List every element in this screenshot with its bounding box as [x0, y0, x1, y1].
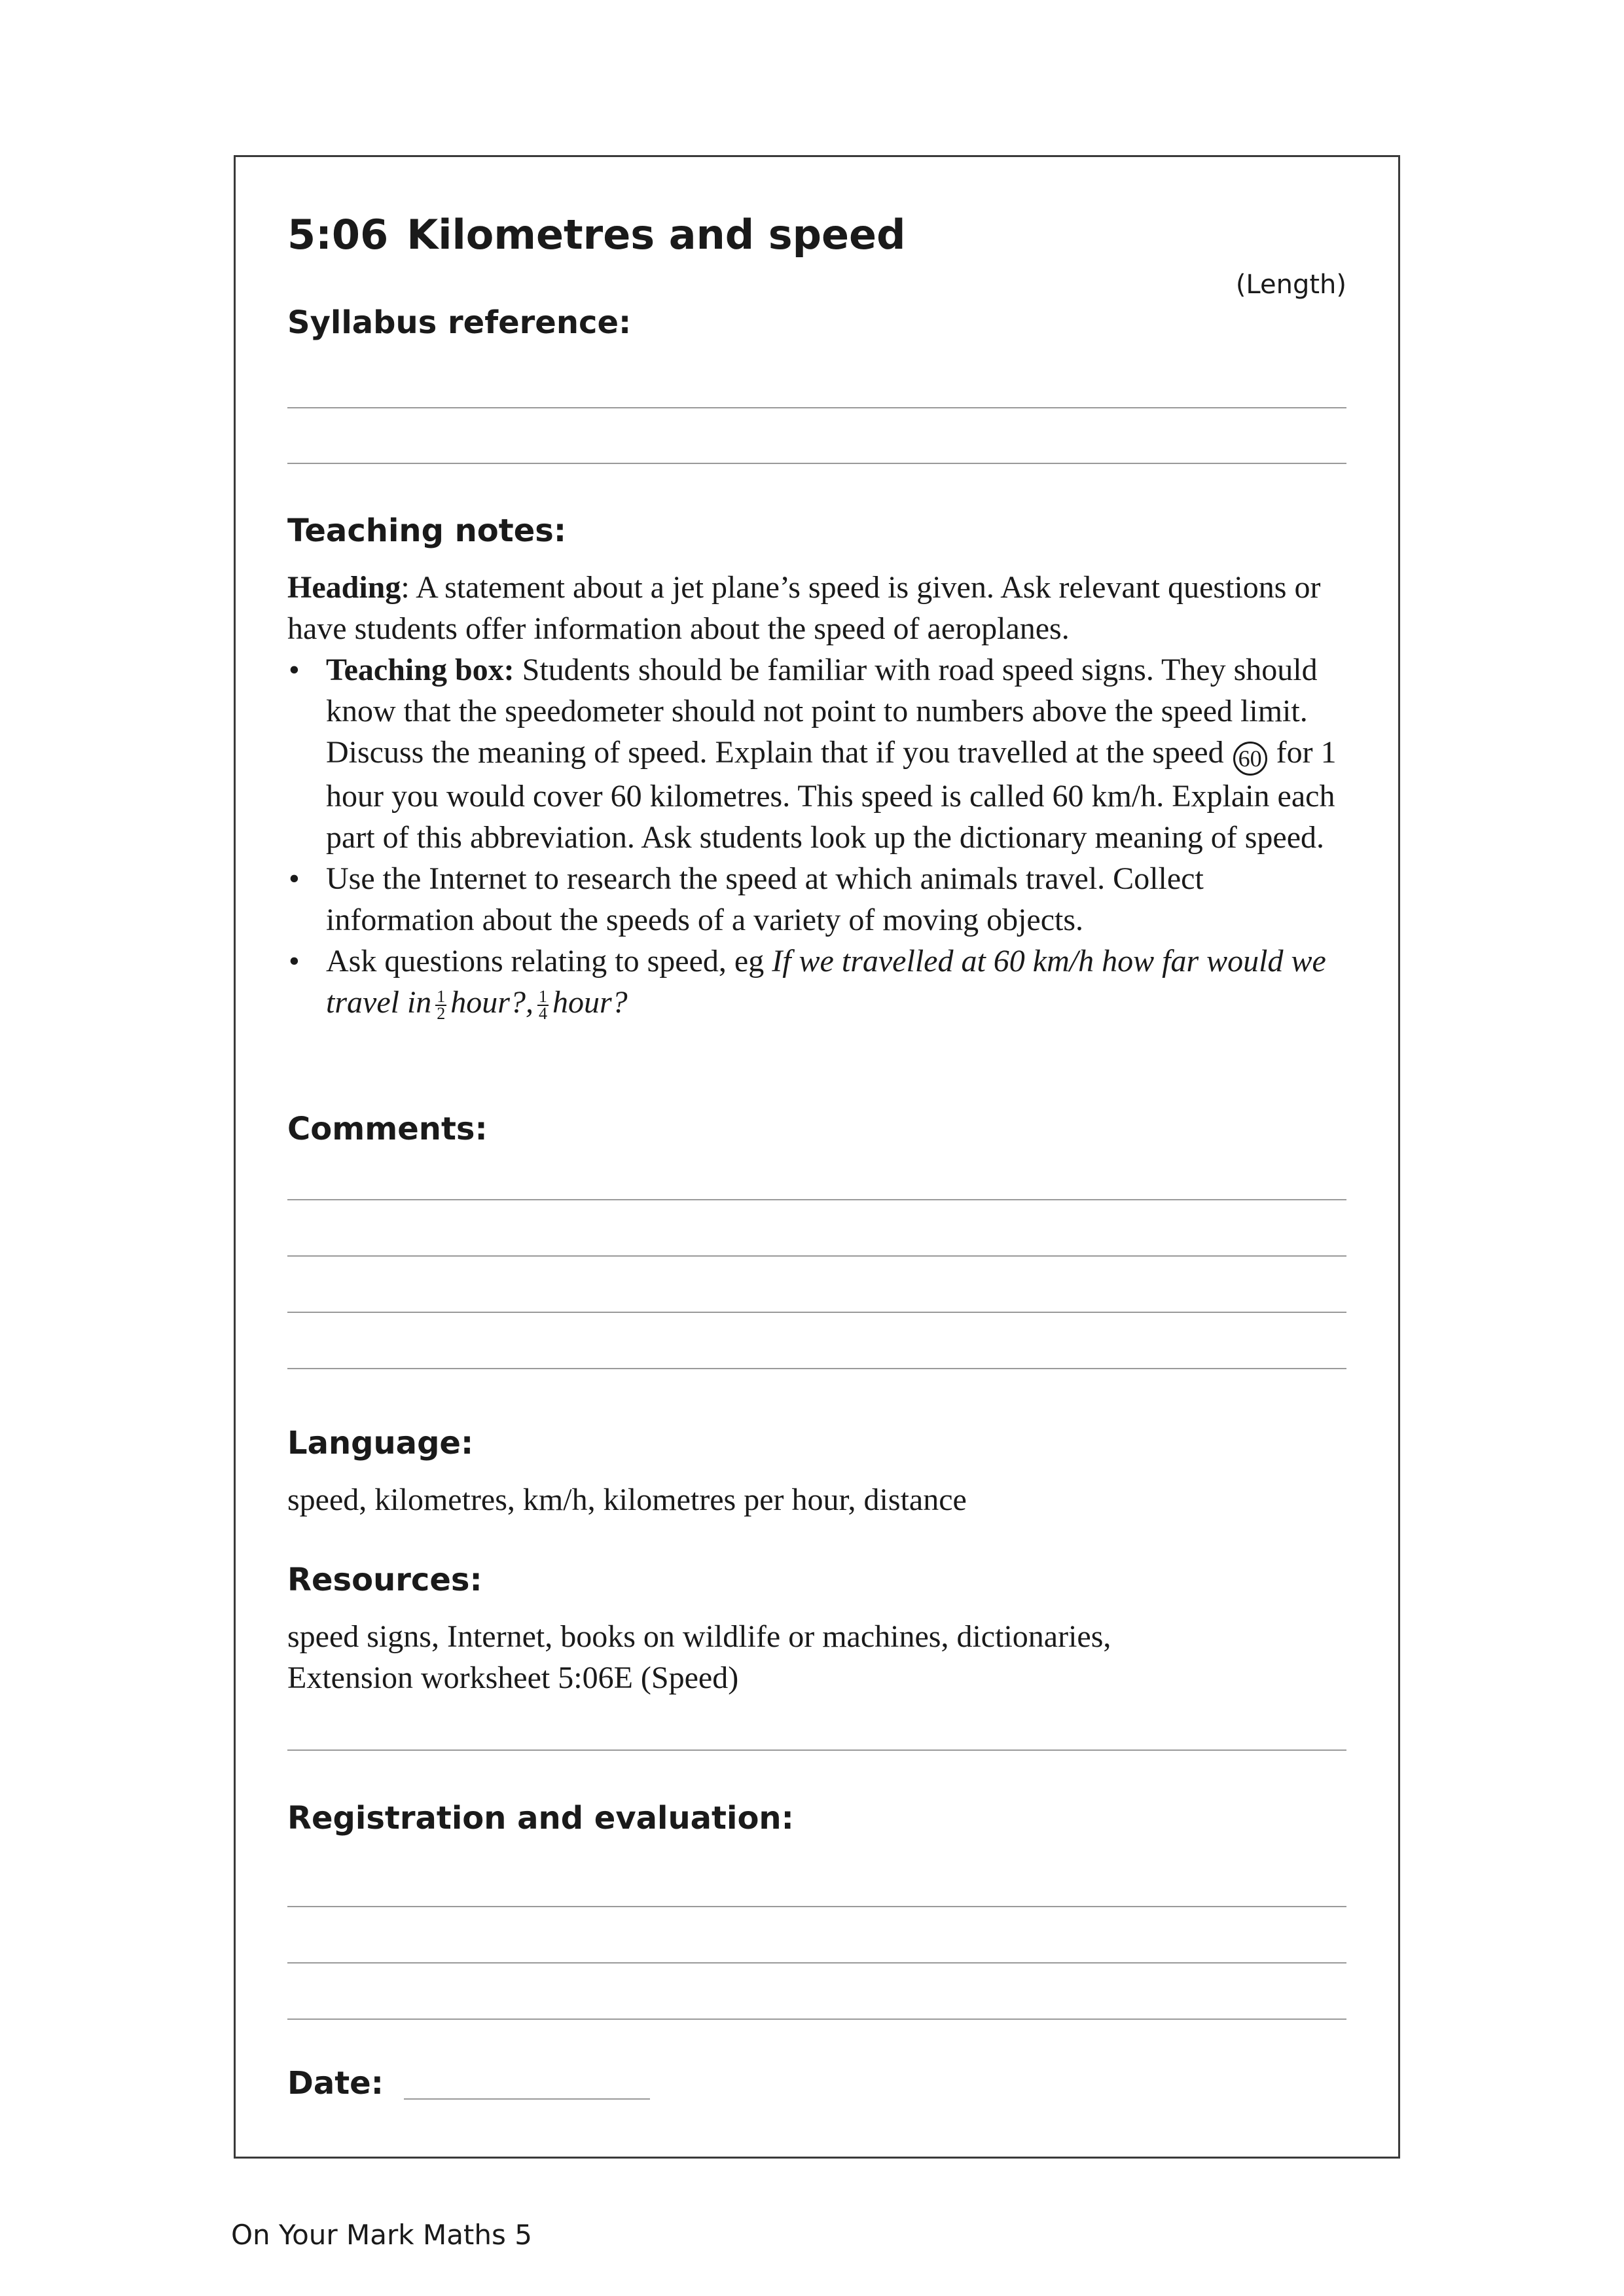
fraction-quarter-numerator: 1: [538, 987, 547, 1006]
resources-line: [287, 1749, 1346, 1751]
teaching-bullets: [287, 649, 1346, 1023]
section-title: Kilometres and speed: [406, 211, 906, 259]
lesson-plan-frame: [234, 155, 1400, 2159]
resources-line-2: Extension worksheet 5:06E (Speed): [287, 1660, 739, 1695]
teaching-box-text-a: Students should be familiar with road speed signs. They should know that the speedometer should not point to numbers above the speed limit. Discuss the meaning of speed. Explain that if you travelled at the speed: [326, 653, 1318, 770]
page-footer: On Your Mark Maths 5: [231, 2219, 532, 2251]
fraction-half-numerator: 1: [437, 987, 446, 1006]
registration-line-1: [287, 1906, 1346, 1907]
topic-tag: (Length): [1235, 270, 1346, 300]
section-number: 5:06: [287, 211, 389, 259]
registration-heading: Registration and evaluation:: [287, 1800, 794, 1837]
page-title: [287, 211, 905, 259]
heading-note-text: : A statement about a jet plane’s speed is given. Ask relevant questions or have students offer information about the speed of aeroplanes.: [287, 570, 1321, 646]
comments-line-4: [287, 1368, 1346, 1369]
syllabus-line-2: [287, 463, 1346, 464]
teaching-notes-body: [287, 567, 1346, 1023]
bullet-questions-italic-b: hour?,: [450, 985, 533, 1020]
date-line: [404, 2098, 650, 2100]
teaching-box-label: Teaching box:: [326, 653, 514, 687]
bullet-questions-italic-c: hour?: [552, 985, 628, 1020]
bullet-questions-italic-a: If we travelled at 60 km/h how far would we travel in: [326, 944, 1326, 1020]
teaching-notes-heading: Teaching notes:: [287, 512, 567, 549]
comments-heading: Comments:: [287, 1111, 488, 1147]
bullet-teaching-box: [287, 649, 1346, 858]
resources-heading: Resources:: [287, 1562, 482, 1598]
resources-line-1: speed signs, Internet, books on wildlife or machines, dictionaries,: [287, 1619, 1111, 1654]
bullet-internet-text: Use the Internet to research the speed at which animals travel. Collect information about the speeds of a variety of moving objects.: [326, 861, 1204, 937]
fraction-half-denominator: 2: [437, 1004, 446, 1023]
syllabus-line-1: [287, 407, 1346, 408]
syllabus-heading: Syllabus reference:: [287, 304, 632, 341]
fraction-quarter-denominator: 4: [538, 1004, 547, 1023]
heading-note-label: Heading: [287, 570, 401, 605]
comments-line-1: [287, 1199, 1346, 1200]
registration-line-2: [287, 1962, 1346, 1964]
speed-sign-icon: 60: [1233, 742, 1267, 776]
bullet-questions-text: Ask questions relating to speed, eg: [326, 944, 772, 978]
language-text: speed, kilometres, km/h, kilometres per hour, distance: [287, 1482, 967, 1517]
teaching-box-text-b: for 1 hour you would cover 60 kilometres. This speed is called 60 km/h. Explain each part of this abbreviation. Ask students look up the dictionary meaning of speed.: [326, 735, 1337, 855]
bullet-internet: [287, 858, 1346, 941]
date-label: Date:: [287, 2065, 384, 2102]
heading-note: [287, 567, 1346, 649]
resources-text: [287, 1616, 1346, 1698]
registration-line-3: [287, 2018, 1346, 2020]
comments-line-2: [287, 1255, 1346, 1257]
bullet-questions: [287, 941, 1346, 1023]
fraction-half: [435, 989, 446, 1022]
fraction-quarter: [537, 989, 549, 1022]
language-heading: Language:: [287, 1425, 474, 1462]
comments-line-3: [287, 1312, 1346, 1313]
